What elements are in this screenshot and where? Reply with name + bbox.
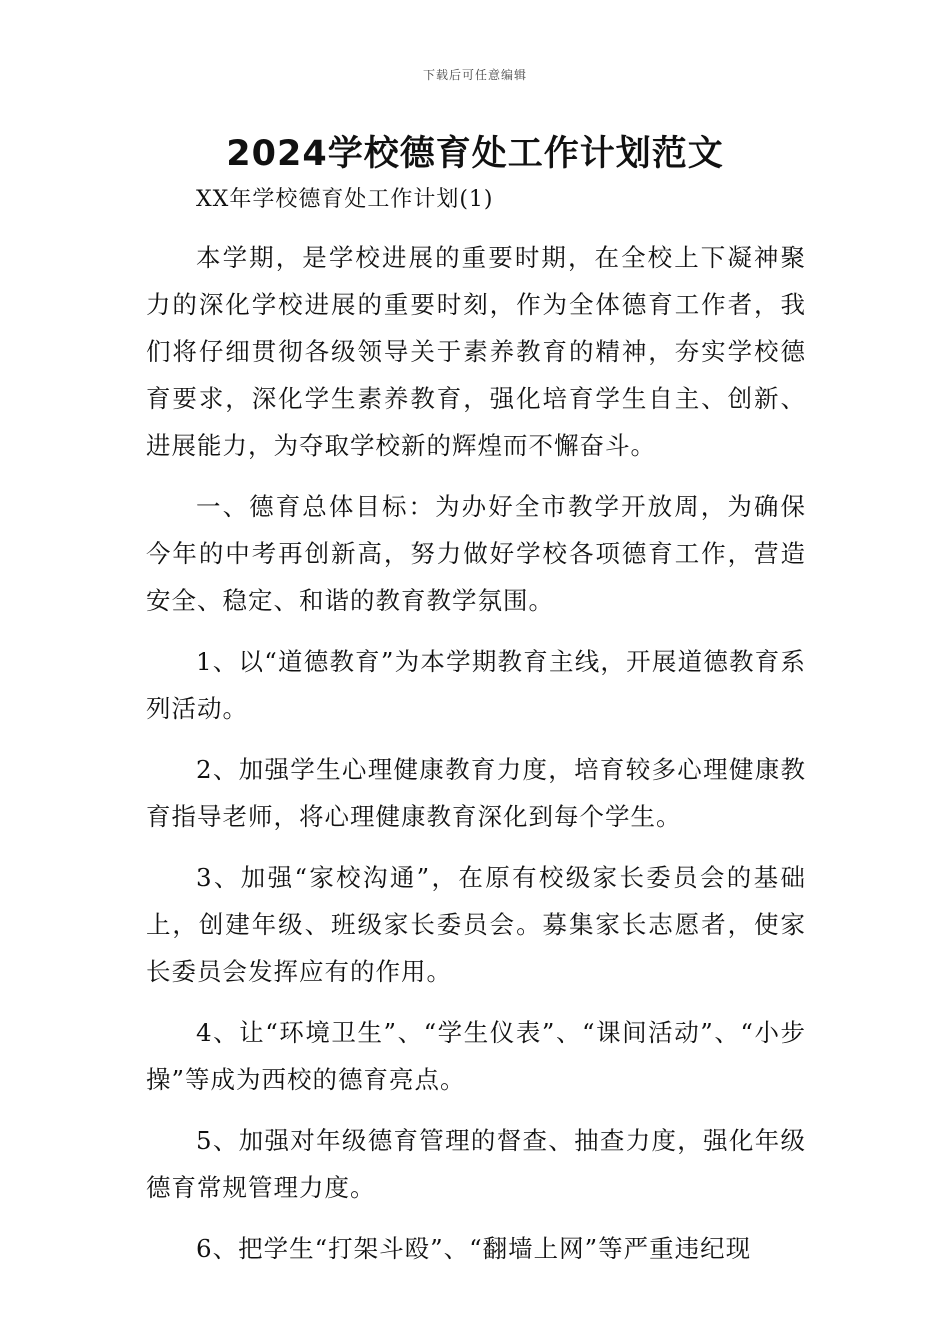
section-subtitle: XX年学校德育处工作计划(1) (196, 187, 494, 212)
paragraph-item-3: 3、加强“家校沟通”，在原有校级家长委员会的基础上，创建年级、班级家长委员会。募集家长志愿者，使家长委员会发挥应有的作用。 (146, 863, 806, 986)
document-body (146, 180, 806, 1286)
header-note: 下载后可任意编辑 (422, 68, 527, 82)
paragraph-goal: 一、德育总体目标：为办好全市教学开放周，为确保今年的中考再创新高，努力做好学校各项德育工作，营造安全、稳定、和谐的教育教学氛围。 (146, 492, 806, 615)
paragraph-item-4: 4、让“环境卫生”、“学生仪表”、“课间活动”、“小步操”等成为西校的德育亮点。 (146, 1018, 806, 1094)
paragraph-item-5: 5、加强对年级德育管理的督查、抽查力度，强化年级德育常规管理力度。 (146, 1126, 806, 1202)
paragraph-item-2: 2、加强学生心理健康教育力度，培育较多心理健康教育指导老师，将心理健康教育深化到每个学生。 (146, 755, 806, 831)
document-title: 2024学校德育处工作计划范文 (226, 134, 724, 174)
paragraph-intro: 本学期，是学校进展的重要时期，在全校上下凝神聚力的深化学校进展的重要时刻，作为全体德育工作者，我们将仔细贯彻各级领导关于素养教育的精神，夯实学校德育要求，深化学生素养教育，强化培育学生自主、创新、进展能力，为夺取学校新的辉煌而不懈奋斗。 (146, 243, 806, 460)
paragraph-item-1: 1、以“道德教育”为本学期教育主线，开展道德教育系列活动。 (146, 647, 806, 723)
paragraph-item-6: 6、把学生“打架斗殴”、“翻墙上网”等严重违纪现 (196, 1234, 752, 1263)
